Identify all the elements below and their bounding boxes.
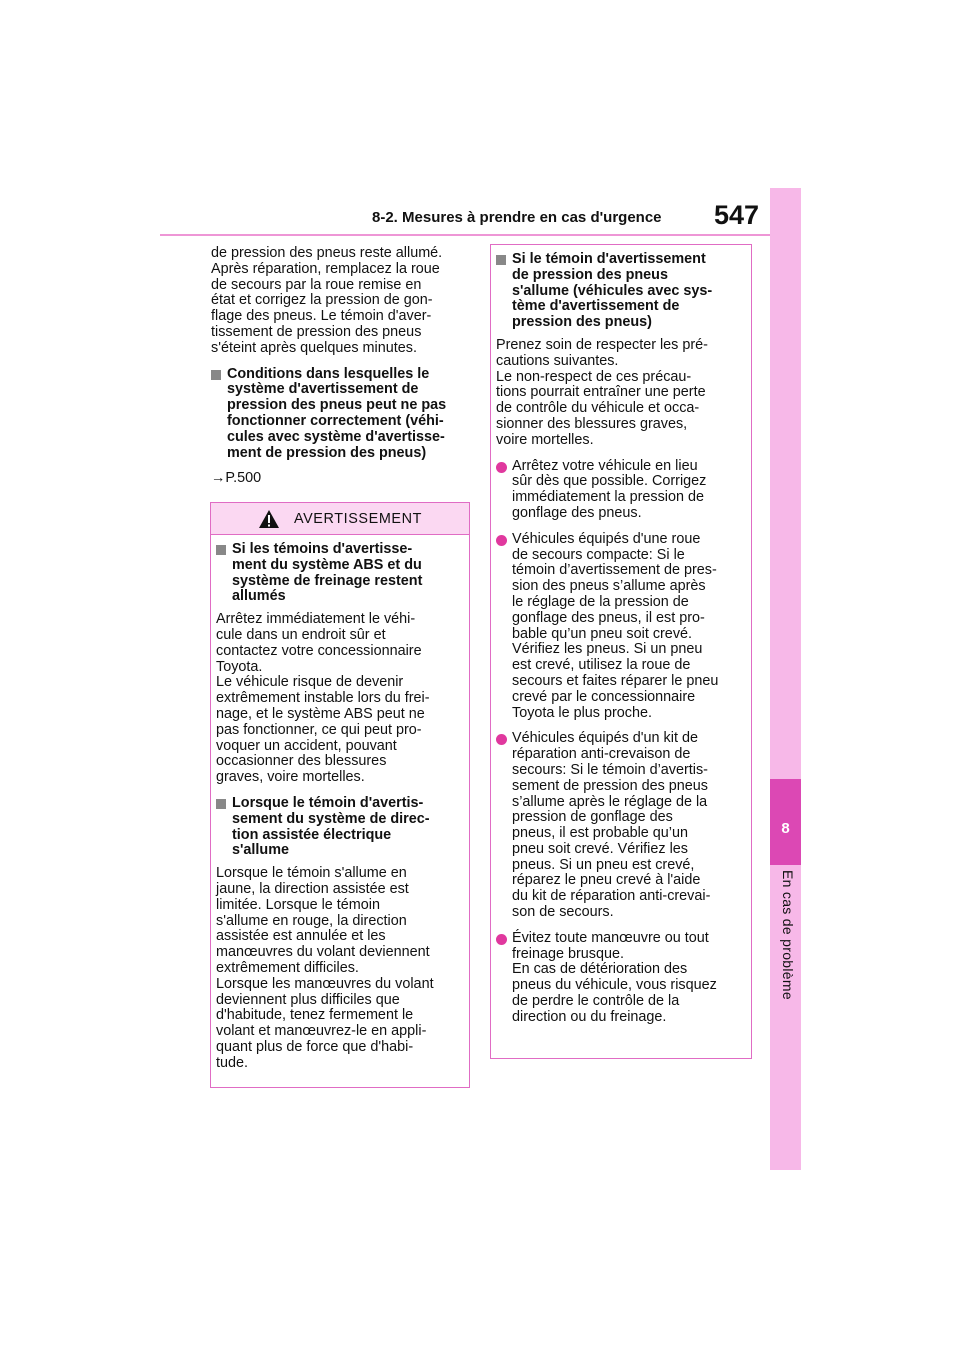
text-line: deviennent plus difficiles que <box>216 991 400 1008</box>
text-line: pneus, il est probable qu’un <box>512 825 689 842</box>
chapter-number: 8 <box>781 820 790 837</box>
warning-title: AVERTISSEMENT <box>293 510 422 527</box>
text-line: réparez le pneu crevé à l'aide <box>512 872 701 889</box>
warning-body-steering <box>216 866 463 1071</box>
text-line: Véhicules équipés d'un kit de <box>512 730 698 747</box>
text-line: tude. <box>216 1054 249 1071</box>
warning-body-abs <box>216 612 463 786</box>
text-line: de secours compacte: Si le <box>512 546 685 563</box>
text-line: voire mortelles. <box>496 431 594 448</box>
warning-triangle-icon <box>258 509 280 529</box>
text-line: graves, voire mortelles. <box>216 769 365 786</box>
text-line: s'allume en rouge, la direction <box>216 912 407 929</box>
square-bullet-icon <box>496 255 506 265</box>
page-number: 547 <box>714 200 760 230</box>
text-line: tissement de pression des pneus <box>211 323 422 340</box>
text-line: contactez votre concessionnaire <box>216 642 422 659</box>
text-line: En cas de détérioration des <box>512 961 688 978</box>
text-line: Évitez toute manœuvre ou tout <box>512 929 709 946</box>
heading-line: allumés <box>232 588 286 605</box>
section-heading <box>211 367 469 462</box>
text-line: cule dans un endroit sûr et <box>216 626 386 643</box>
heading-line: ment de pression des pneus) <box>227 444 427 461</box>
warning-box <box>210 502 470 1088</box>
text-line: crevé par le concessionnaire <box>512 688 696 705</box>
list-item <box>496 731 745 921</box>
warning-heading-abs <box>216 542 463 605</box>
text-line: Le non-respect de ces précau- <box>496 368 692 385</box>
heading-line: système d'avertissement de <box>227 381 419 398</box>
chapter-side-tab <box>770 188 801 1170</box>
text-line: son de secours. <box>512 904 614 921</box>
text-line: d'habitude, tenez fermement le <box>216 1007 414 1024</box>
text-line: extrêmement difficiles. <box>216 959 359 976</box>
text-line: flage des pneus. Le témoin d'aver- <box>211 308 432 325</box>
heading-line: fonctionner correctement (véhi- <box>227 412 444 429</box>
text-line: voquer un accident, pouvant <box>216 737 397 754</box>
text-line: Toyota. <box>216 658 263 675</box>
text-line: est crevé, utilisez la roue de <box>512 657 691 674</box>
text-line: pas fonctionner, ce qui peut pro- <box>216 721 422 738</box>
text-line: cautions suivantes. <box>496 352 619 369</box>
text-line: de secours par la roue remise en <box>211 276 422 293</box>
text-line: pression de gonflage des <box>512 809 673 826</box>
header-rule <box>160 234 770 236</box>
left-column <box>211 246 469 487</box>
list-item <box>496 459 745 522</box>
text-line: témoin d’avertissement de pres- <box>512 562 717 579</box>
text-line: réparation anti-crevaison de <box>512 746 691 763</box>
heading-line: Si les témoins d'avertisse- <box>232 541 413 557</box>
text-line: Prenez soin de respecter les pré- <box>496 336 708 353</box>
heading-line: cules avec système d'avertisse- <box>227 428 445 445</box>
text-line: sionner des blessures graves, <box>496 415 688 432</box>
heading-line: s'allume (véhicules avec sys- <box>512 282 713 299</box>
heading-line: tème d'avertissement de <box>512 298 680 315</box>
heading-line: pression des pneus) <box>512 314 652 331</box>
text-line: secours: Si le témoin d’avertis- <box>512 761 708 778</box>
text-line: bable qu’un pneu soit crevé. <box>512 625 693 642</box>
heading-line: pression des pneus peut ne pas <box>227 397 447 414</box>
text-line: Arrêtez immédiatement le véhi- <box>216 611 416 628</box>
text-line: de perdre le contrôle de la <box>512 993 680 1010</box>
heading-line: Lorsque le témoin d'avertis- <box>232 794 424 811</box>
warning-heading-steering <box>216 796 463 859</box>
heading-line: ment du système ABS et du <box>232 556 422 573</box>
tire-pressure-intro <box>496 338 745 449</box>
square-bullet-icon <box>216 545 226 555</box>
text-line: nage, et le système ABS peut ne <box>216 705 425 722</box>
text-line: direction ou du freinage. <box>512 1008 667 1025</box>
text-line: Lorsque les manœuvres du volant <box>216 975 434 992</box>
heading-line: Si le témoin d'avertissement <box>512 251 706 267</box>
square-bullet-icon <box>216 799 226 809</box>
text-line: immédiatement la pression de <box>512 489 704 506</box>
text-line: de pression des pneus reste allumé. <box>211 245 443 261</box>
text-line: sion des pneus s’allume après <box>512 578 706 595</box>
list-item <box>496 532 745 722</box>
text-line: limitée. Lorsque le témoin <box>216 896 380 913</box>
text-line: volant et manœuvrez-le en appli- <box>216 1023 427 1040</box>
text-line: pneus du véhicule, vous risquez <box>512 977 717 994</box>
warning-header <box>211 503 469 535</box>
text-line: occasionner des blessures <box>216 753 387 770</box>
text-line: Toyota le plus proche. <box>512 704 652 721</box>
list-item <box>496 931 745 1026</box>
heading-line: système de freinage restent <box>232 572 423 589</box>
section-title: 8-2. Mesures à prendre en cas d'urgence <box>372 209 662 226</box>
page-reference-link[interactable]: →P.500 <box>211 470 262 487</box>
circle-bullet-icon <box>496 535 507 546</box>
text-line: Arrêtez votre véhicule en lieu <box>512 457 698 474</box>
text-line: sement de pression des pneus <box>512 777 708 794</box>
circle-bullet-icon <box>496 934 507 945</box>
circle-bullet-icon <box>496 462 507 473</box>
text-line: Lorsque le témoin s'allume en <box>216 865 407 882</box>
text-line: le réglage de la pression de <box>512 593 689 610</box>
text-line: quant plus de force que d'habi- <box>216 1038 414 1055</box>
text-line: tions pourrait entraîner une perte <box>496 384 706 401</box>
text-line: s’allume après le réglage de la <box>512 793 708 810</box>
text-line: Le véhicule risque de devenir <box>216 674 404 691</box>
tire-pressure-warning-box <box>490 244 752 1059</box>
chapter-title: En cas de problème <box>780 870 796 1000</box>
text-line: Véhicules équipés d'une roue <box>512 530 701 547</box>
text-line: assistée est annulée et les <box>216 928 386 945</box>
text-line: extrêmement instable lors du frei- <box>216 690 430 707</box>
text-line: Vérifiez les pneus. Si un pneu <box>512 641 703 658</box>
text-line: secours et faites réparer le pneu <box>512 672 719 689</box>
heading-line: sement du système de direc- <box>232 810 430 827</box>
text-line: état et corrigez la pression de gon- <box>211 292 433 309</box>
text-line: jaune, la direction assistée est <box>216 880 409 897</box>
heading-line: tion assistée électrique <box>232 826 392 843</box>
heading-line: Conditions dans lesquelles le <box>227 365 430 382</box>
text-line: Après réparation, remplacez la roue <box>211 260 440 277</box>
text-line: pneus. Si un pneu est crevé, <box>512 856 695 873</box>
text-line: manœuvres du volant deviennent <box>216 944 430 961</box>
text-line: freinage brusque. <box>512 945 625 962</box>
text-line: de contrôle du véhicule et occa- <box>496 400 700 417</box>
heading-line: s'allume <box>232 842 290 859</box>
text-line: gonflage des pneus, il est pro- <box>512 609 705 626</box>
text-line: s'éteint après quelques minutes. <box>211 339 417 356</box>
heading-line: de pression des pneus <box>512 266 668 283</box>
text-line: gonflage des pneus. <box>512 504 642 521</box>
circle-bullet-icon <box>496 734 507 745</box>
intro-paragraph <box>211 246 469 357</box>
text-line: du kit de réparation anti-crevai- <box>512 888 711 905</box>
text-line: pneu soit crevé. Vérifiez les <box>512 840 688 857</box>
square-bullet-icon <box>211 370 221 380</box>
tire-pressure-heading <box>496 252 745 331</box>
text-line: sûr dès que possible. Corrigez <box>512 473 707 490</box>
